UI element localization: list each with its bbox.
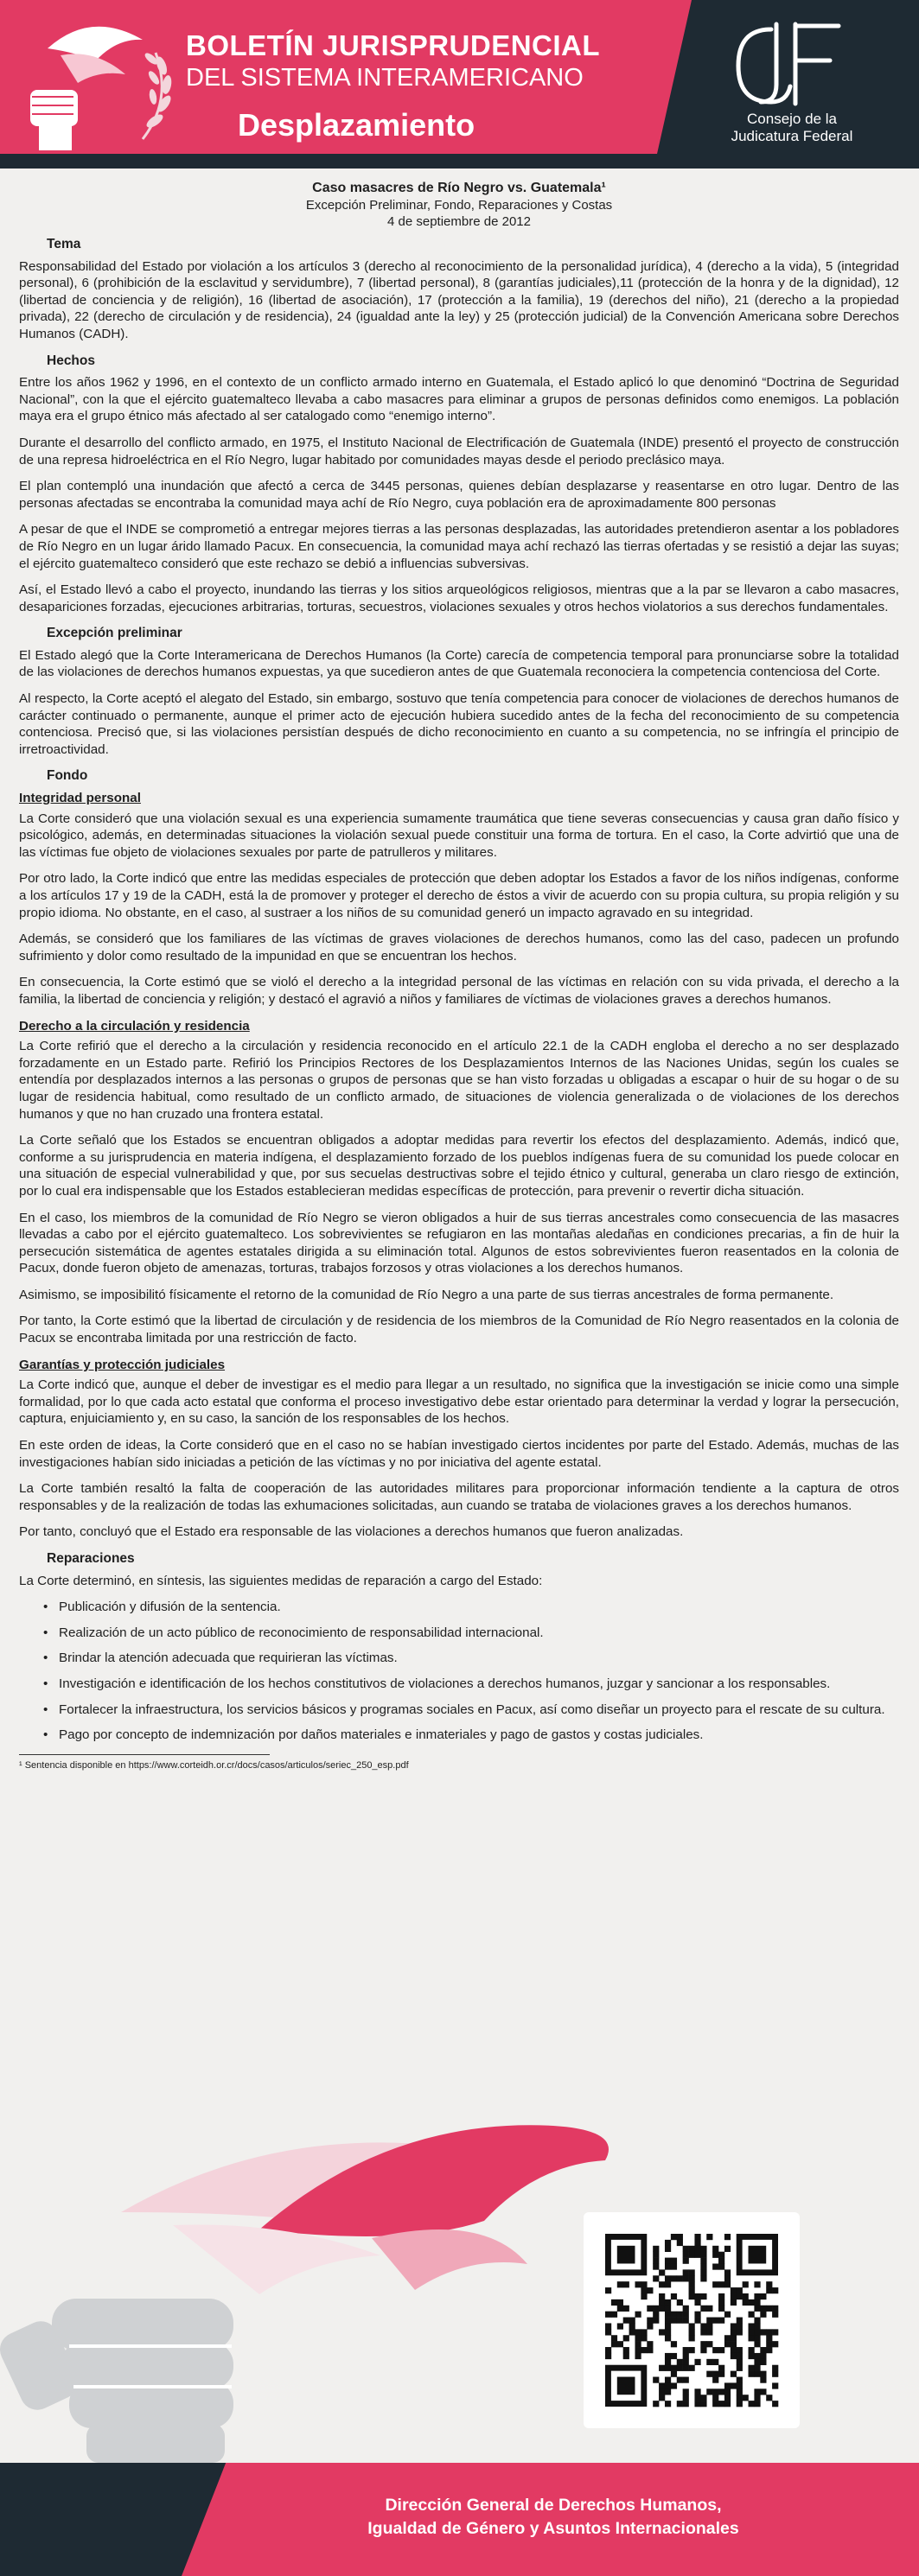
cjf-org-line1: Consejo de la bbox=[747, 111, 837, 127]
case-subtitle: Excepción Preliminar, Fondo, Reparaciones y Costas bbox=[305, 198, 613, 213]
footer-banner bbox=[0, 2463, 919, 2576]
cjf-org-line2: Judicatura Federal bbox=[731, 128, 853, 144]
paragraph: El plan contempló una inundación que afectó a cerca de 3445 personas, quienes debían desplazarse y reasentarse en otro lugar. Dentro de las personas afectadas se encontraba la comunidad maya achí de Río Negro, cuya población era de aproximadamente 800 personas bbox=[19, 479, 899, 511]
bulletin-title: BOLETÍN JURISPRUDENCIAL bbox=[186, 29, 601, 61]
paragraph: Por otro lado, la Corte indicó que entre las medidas especiales de protección que deben adoptar los Estados a favor de los niños indígenas, conforme a los artículos 17 y 19 de la CADH, está la de promover y proteger el derecho de éstos a vivir de acuerdo con su propia cultura, su propia religión y su propio idioma. No obstante, en el caso, al sustraer a los niños de su comunidad generó un impacto agravado en su integridad. bbox=[19, 871, 899, 920]
section-heading-excepcion: Excepción preliminar bbox=[47, 626, 182, 641]
subsection-heading-integridad: Integridad personal bbox=[19, 791, 141, 806]
list-item: • Investigación e identificación de los hechos constitutivos de violaciones a derechos humanos, juzgar y sancionar a los responsables. bbox=[43, 1676, 899, 1693]
paragraph: A pesar de que el INDE se comprometió a entregar mejores tierras a las personas desplazadas, las autoridades pretendieron asentar a los pobladores de Río Negro en un lugar árido llamado Pacux. En consecuencia, la comunidad maya achí rechazó las tierras ofertadas y se resistió a dejar las suyas; el ejército guatemalteco consideró que este rechazo se debió a influencias subversivas. bbox=[19, 522, 899, 571]
paragraph: Responsabilidad del Estado por violación a los artículos 3 (derecho al reconocimiento de la personalidad jurídica), 4 (derecho a la vida), 5 (integridad personal), 6 (prohibición de la esclavitud y servidumbre), 7 (libertad personal), 8 (garantías judiciales),11 (protección de la honra y de la dignidad), 12 (libertad de conciencia y de religión), 16 (libertad de asociación), 17 (protección a la familia), 19 (derechos del niño), 21 (derecho a la propiedad privada), 22 (derecho de circulación y de residencia), 24 (igualdad ante la ley) y 25 (protección judicial) de la Convención Americana sobre Derechos Humanos (CADH). bbox=[19, 258, 899, 341]
subsection-heading-garantias: Garantías y protección judiciales bbox=[19, 1357, 226, 1372]
raised-fist-emblem-icon bbox=[13, 14, 177, 152]
footer-department bbox=[251, 2494, 856, 2541]
paragraph: La Corte también resaltó la falta de cooperación de las autoridades militares para proporcionar información tendiente a la captura de otros responsables y de la realización de todas las exhumaciones solicitadas, aun cuando se trataba de violaciones graves a los derechos humanos. bbox=[19, 1481, 899, 1513]
bulletin-subtitle: DEL SISTEMA INTERAMERICANO bbox=[186, 64, 584, 92]
case-date: 4 de septiembre de 2012 bbox=[387, 214, 531, 229]
list-item: • Brindar la atención adecuada que requirieran las víctimas. bbox=[43, 1650, 899, 1667]
paragraph: Al respecto, la Corte aceptó el alegato del Estado, sin embargo, sostuvo que tenía competencia para conocer de violaciones de derechos humanos de carácter continuado o permanente, aunque el primer acto de ejecución hubiera sucedido antes de la fecha del reconocimiento de su competencia contenciosa. Precisó que, si las violaciones persistían después de dicho reconocimiento en cuanto a su competencia, no se infringía el principio de irretroactividad. bbox=[19, 691, 899, 757]
footnote-divider bbox=[19, 1754, 270, 1755]
cjf-org-name bbox=[723, 111, 861, 145]
paragraph: Asimismo, se imposibilitó físicamente el retorno de la comunidad de Río Negro a una parte de sus tierras ancestrales de forma permanente. bbox=[19, 1287, 834, 1302]
paragraph: En el caso, los miembros de la comunidad de Río Negro se vieron obligados a huir de sus tierras ancestrales como consecuencia de las masacres llevadas a cabo por el ejército guatemalteco. Los sobrevivientes se refugiaron en las montañas aledañas en condiciones precarias, a fin de huir la persecución sistemática de agentes estatales dirigida a su eliminación total. Algunos de estos sobrevivientes fueron reasentados en la colonia de Pacux, donde fueron objeto de amenazas, torturas, trabajos forzosos y otras violaciones a los derechos humanos. bbox=[19, 1210, 899, 1276]
subsection-heading-circulacion: Derecho a la circulación y residencia bbox=[19, 1018, 250, 1034]
list-item: • Publicación y difusión de la sentencia. bbox=[43, 1599, 899, 1616]
footer-line1: Dirección General de Derechos Humanos, bbox=[385, 2496, 722, 2515]
header-banner bbox=[0, 0, 919, 169]
section-heading-tema: Tema bbox=[47, 237, 81, 251]
bulletin-content bbox=[19, 180, 899, 1771]
case-title: Caso masacres de Río Negro vs. Guatemala¹ bbox=[312, 181, 606, 195]
paragraph: La Corte señaló que los Estados se encuentran obligados a adoptar medidas para revertir los efectos del desplazamiento. Además, indicó que, conforme a su jurisprudencia en materia indígena, el desplazamiento forzado de los pueblos indígenas fuera de su comunidad los puede colocar en una situación de especial vulnerabilidad y que, por sus secuelas destructivas sobre el tejido étnico y cultural, generaba un claro riesgo de extinción, por lo cual era indispensable que los Estados establecieran medidas específicas de protección, para prevenir o revertir dicha situación. bbox=[19, 1133, 899, 1199]
reparations-list bbox=[43, 1599, 899, 1744]
section-heading-hechos: Hechos bbox=[47, 353, 95, 368]
paragraph: Entre los años 1962 y 1996, en el contexto de un conflicto armado interno en Guatemala, el Estado aplicó lo que denominó “Doctrina de Seguridad Nacional”, con la que el ejército guatemalteco llevaba a cabo masacres para eliminar a grupos de personas definidos como enemigos. La población maya era el grupo étnico más afectado al ser catalogado como “enemigo interno”. bbox=[19, 375, 899, 424]
list-item: • Pago por concepto de indemnización por daños materiales e inmateriales y pago de gastos y costas judiciales. bbox=[43, 1727, 899, 1744]
section-heading-fondo: Fondo bbox=[47, 768, 88, 784]
cjf-logo-icon bbox=[726, 17, 847, 112]
paragraph: Durante el desarrollo del conflicto armado, en 1975, el Instituto Nacional de Electrificación de Guatemala (INDE) presentó el proyecto de construcción de una represa hidroeléctrica en el Río Negro, lugar habitado por comunidades mayas desde el periodo preclásico maya. bbox=[19, 435, 899, 467]
paragraph: En consecuencia, la Corte estimó que se violó el derecho a la integridad personal de las víctimas en relación con su vida privada, el derecho a la familia, la libertad de conciencia y religión; y destacó el agravió a niños y familiares de víctimas de violaciones graves a derechos humanos. bbox=[19, 975, 899, 1007]
paragraph: La Corte determinó, en síntesis, las siguientes medidas de reparación a cargo del Estado: bbox=[19, 1573, 543, 1588]
qr-code-icon bbox=[584, 2212, 800, 2428]
qr-code[interactable] bbox=[584, 2212, 800, 2428]
paragraph: El Estado alegó que la Corte Interamericana de Derechos Humanos (la Corte) carecía de competencia temporal para pronunciarse sobre la totalidad de las violaciones de derechos humanos expuestas, ya que sucedieron antes de que Guatemala reconociera la competencia contenciosa del Corte. bbox=[19, 647, 899, 680]
paragraph: En este orden de ideas, la Corte consideró que en el caso no se habían investigado ciertos incidentes por parte del Estado. Además, muchas de las investigaciones habían sido iniciadas a petición de las víctimas y no por iniciativa del agente estatal. bbox=[19, 1438, 899, 1470]
paragraph: La Corte indicó que, aunque el deber de investigar es el medio para llegar a un resultado, no significa que la investigación se inicie como una simple formalidad, por lo que cada acto estatal que conforma el proceso investigativo debe estar orientado para determinar la verdad y lograr la persecución, captura, enjuiciamiento y, en su caso, la sanción de los responsables de los hechos. bbox=[19, 1377, 899, 1427]
paragraph: Por tanto, concluyó que el Estado era responsable de las violaciones a derechos humanos que fueron analizadas. bbox=[19, 1524, 684, 1540]
list-item: • Realización de un acto público de reconocimiento de responsabilidad internacional. bbox=[43, 1625, 899, 1642]
paragraph: Además, se consideró que los familiares de las víctimas de graves violaciones de derechos humanos, como las del caso, padecen un profundo sufrimiento y dolor como resultado de la impunidad en que se encuentran los hechos. bbox=[19, 932, 899, 964]
paragraph: La Corte refirió que el derecho a la circulación y residencia reconocido en el artículo 22.1 de la CADH engloba el derecho a no ser desplazado forzadamente en un Estado parte. Refirió los Principios Rectores de los Desplazamientos Internos de las Naciones Unidas, según los cuales se entendía por desplazados internos a las personas o grupos de personas que se han visto forzadas u obligadas a escapar o huir de su hogar o de su lugar de residencia habitual, como resultado de un conflicto armado, de situaciones de violencia generalizada o de violaciones de los derechos humanos y que no han cruzado una frontera estatal. bbox=[19, 1039, 899, 1122]
footer-line2: Igualdad de Género y Asuntos Internacionales bbox=[367, 2519, 739, 2538]
paragraph: Así, el Estado llevó a cabo el proyecto, inundando las tierras y los sitios arqueológicos religiosos, mientras que a la par se llevaron a cabo masacres, desapariciones forzadas, ejecuciones arbitrarias, torturas, secuestros, violaciones sexuales y otros hechos violatorios a sus derechos fundamentales. bbox=[19, 582, 899, 614]
paragraph: La Corte consideró que una violación sexual es una experiencia sumamente traumática que tiene severas consecuencias y causa gran daño físico y psicológico, además, en determinadas situaciones la violación sexual puede constituir una forma de tortura. En el caso, la Corte advirtió que una de las víctimas fue objeto de violaciones sexuales por parte de patrulleros y militares. bbox=[19, 811, 899, 860]
list-item: • Fortalecer la infraestructura, los servicios básicos y programas sociales en Pacux, así como diseñar un proyecto para el rescate de su cultura. bbox=[43, 1701, 899, 1719]
paragraph: Por tanto, la Corte estimó que la libertad de circulación y de residencia de los miembros de la Comunidad de Río Negro reasentados en la colonia de Pacux se encontraba limitada por una restricción de facto. bbox=[19, 1313, 899, 1346]
bulletin-topic: Desplazamiento bbox=[238, 107, 475, 143]
section-heading-reparaciones: Reparaciones bbox=[47, 1551, 135, 1566]
footnote: ¹ Sentencia disponible en https://www.corteidh.or.cr/docs/casos/articulos/seriec_250_esp.pdf bbox=[19, 1759, 409, 1771]
